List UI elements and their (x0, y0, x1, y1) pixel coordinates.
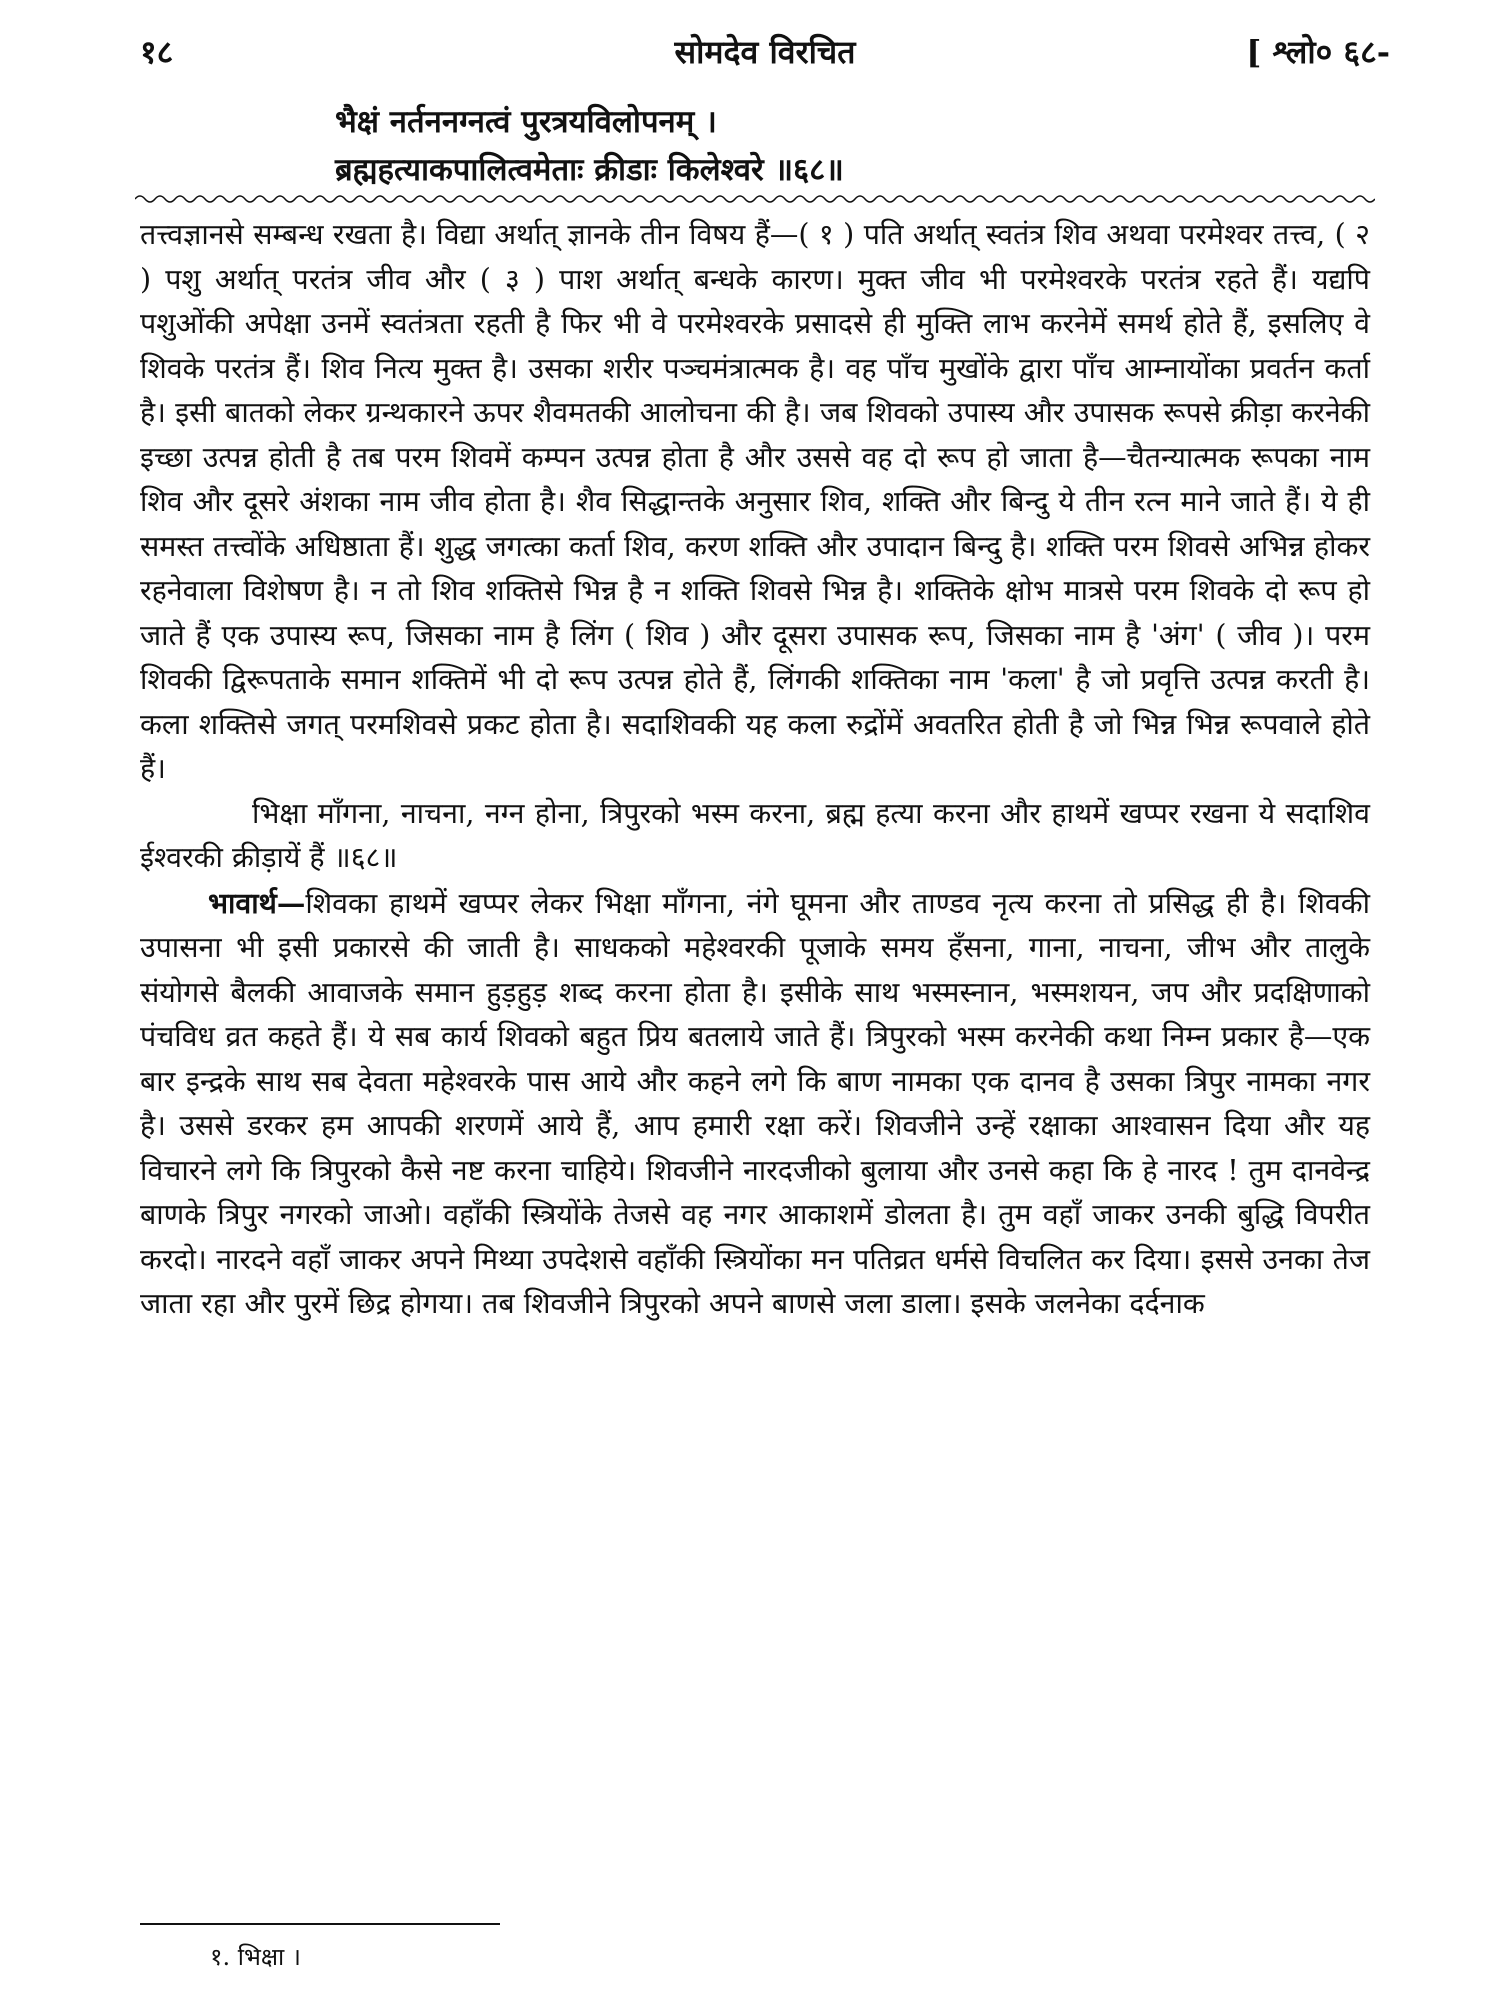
sanskrit-verse (335, 98, 1350, 194)
wavy-divider (135, 192, 1375, 206)
verse-line-1: भैक्षं नर्तननग्नत्वं पुरत्रयविलोपनम् । (335, 104, 717, 140)
verse-line-2: ब्रह्महत्याकपालित्वमेताः क्रीडाः किलेश्वरे ॥६८॥ (335, 152, 844, 188)
page-header (140, 30, 1390, 80)
page-number: १८ (140, 33, 174, 71)
running-title: सोमदेव विरचित (674, 33, 856, 71)
commentary-paragraph: तत्त्वज्ञानसे सम्बन्ध रखता है। विद्या अर्थात् ज्ञानके तीन विषय हैं—( १ ) पति अर्थात् स्वतंत्र शिव अथवा परमेश्वर तत्त्व, ( २ ) पशु अर्थात् परतंत्र जीव और ( ३ ) पाश अर्थात् बन्धके कारण। मुक्त जीव भी परमेश्वरके परतंत्र रहते हैं। यद्यपि पशुओंकी अपेक्षा उनमें स्वतंत्रता रहती है फिर भी वे परमेश्वरके प्रसादसे ही मुक्ति लाभ करनेमें समर्थ होते हैं, इसलिए वे शिवके परतंत्र हैं। शिव नित्य मुक्त है। उसका शरीर पञ्चमंत्रात्मक है। वह पाँच मुखोंके द्वारा पाँच आम्नायोंका प्रवर्तन कर्ता है। इसी बातको लेकर ग्रन्थकारने ऊपर शैवमतकी आलोचना की है। जब शिवको उपास्य और उपासक रूपसे क्रीड़ा करनेकी इच्छा उत्पन्न होती है तब परम शिवमें कम्पन उत्पन्न होता है और उससे वह दो रूप हो जाता है—चैतन्यात्मक रूपका नाम शिव और दूसरे अंशका नाम जीव होता है। शैव सिद्धान्तके अनुसार शिव, शक्ति और बिन्दु ये तीन रत्न माने जाते हैं। ये ही समस्त तत्त्वोंके अधिष्ठाता हैं। शुद्ध जगत्का कर्ता शिव, करण शक्ति और उपादान बिन्दु है। शक्ति परम शिवसे अभिन्न होकर रहनेवाला विशेषण है। न तो शिव शक्तिसे भिन्न है न शक्ति शिवसे भिन्न है। शक्तिके क्षोभ मात्रसे परम शिवके दो रूप हो जाते हैं एक उपास्य रूप, जिसका नाम है लिंग ( शिव ) और दूसरा उपासक रूप, जिसका नाम है 'अंग' ( जीव )। परम शिवकी द्विरूपताके समान शक्तिमें भी दो रूप उत्पन्न होते हैं, लिंगकी शक्तिका नाम 'कला' है जो प्रवृत्ति उत्पन्न करती है। कला शक्तिसे जगत् परमशिवसे प्रकट होता है। सदाशिवकी यह कला रुद्रोंमें अवतरित होती है जो भिन्न भिन्न रूपवाले होते हैं। (140, 218, 1370, 785)
body-text (140, 213, 1370, 1327)
footnote: १. भिक्षा । (210, 1943, 301, 1971)
bhavartha-paragraph (140, 881, 1370, 1327)
bhavartha-label: भावार्थ— (208, 885, 306, 920)
footnote-rule (140, 1923, 500, 1925)
verse-reference: [ श्लो० ६८- (1246, 33, 1390, 71)
bhavartha-text: शिवका हाथमें खप्पर लेकर भिक्षा माँगना, नंगे घूमना और ताण्डव नृत्य करना तो प्रसिद्ध ही है। शिवकी उपासना भी इसी प्रकारसे की जाती है। साधकको महेश्वरकी पूजाके समय हँसना, गाना, नाचना, जीभ और तालुके संयोगसे बैलकी आवाजके समान हुड़हुड़ शब्द करना होता है। इसीके साथ भस्मस्नान, भस्मशयन, जप और प्रदक्षिणाको पंचविध व्रत कहते हैं। ये सब कार्य शिवको बहुत प्रिय बतलाये जाते हैं। त्रिपुरको भस्म करनेकी कथा निम्न प्रकार है—एक बार इन्द्रके साथ सब देवता महेश्वरके पास आये और कहने लगे कि बाण नामका एक दानव है उसका त्रिपुर नामका नगर है। उससे डरकर हम आपकी शरणमें आये हैं, आप हमारी रक्षा करें। शिवजीने उन्हें रक्षाका आश्वासन दिया और यह विचारने लगे कि त्रिपुरको कैसे नष्ट करना चाहिये। शिवजीने नारदजीको बुलाया और उनसे कहा कि हे नारद ! तुम दानवेन्द्र बाणके त्रिपुर नगरको जाओ। वहाँकी स्त्रियोंके तेजसे वह नगर आकाशमें डोलता है। तुम वहाँ जाकर उनकी बुद्धि विपरीत करदो। नारदने वहाँ जाकर अपने मिथ्या उपदेशसे वहाँकी स्त्रियोंका मन पतिव्रत धर्मसे विचलित कर दिया। इससे उनका तेज जाता रहा और पुरमें छिद्र होगया। तब शिवजीने त्रिपुरको अपने बाणसे जला डाला। इसके जलनेका दर्दनाक (140, 886, 1370, 1320)
translation-paragraph: भिक्षा माँगना, नाचना, नग्न होना, त्रिपुरको भस्म करना, ब्रह्म हत्या करना और हाथमें खप्पर रखना ये सदाशिव ईश्वरकी क्रीड़ायें हैं ॥६८॥ (140, 796, 1370, 874)
